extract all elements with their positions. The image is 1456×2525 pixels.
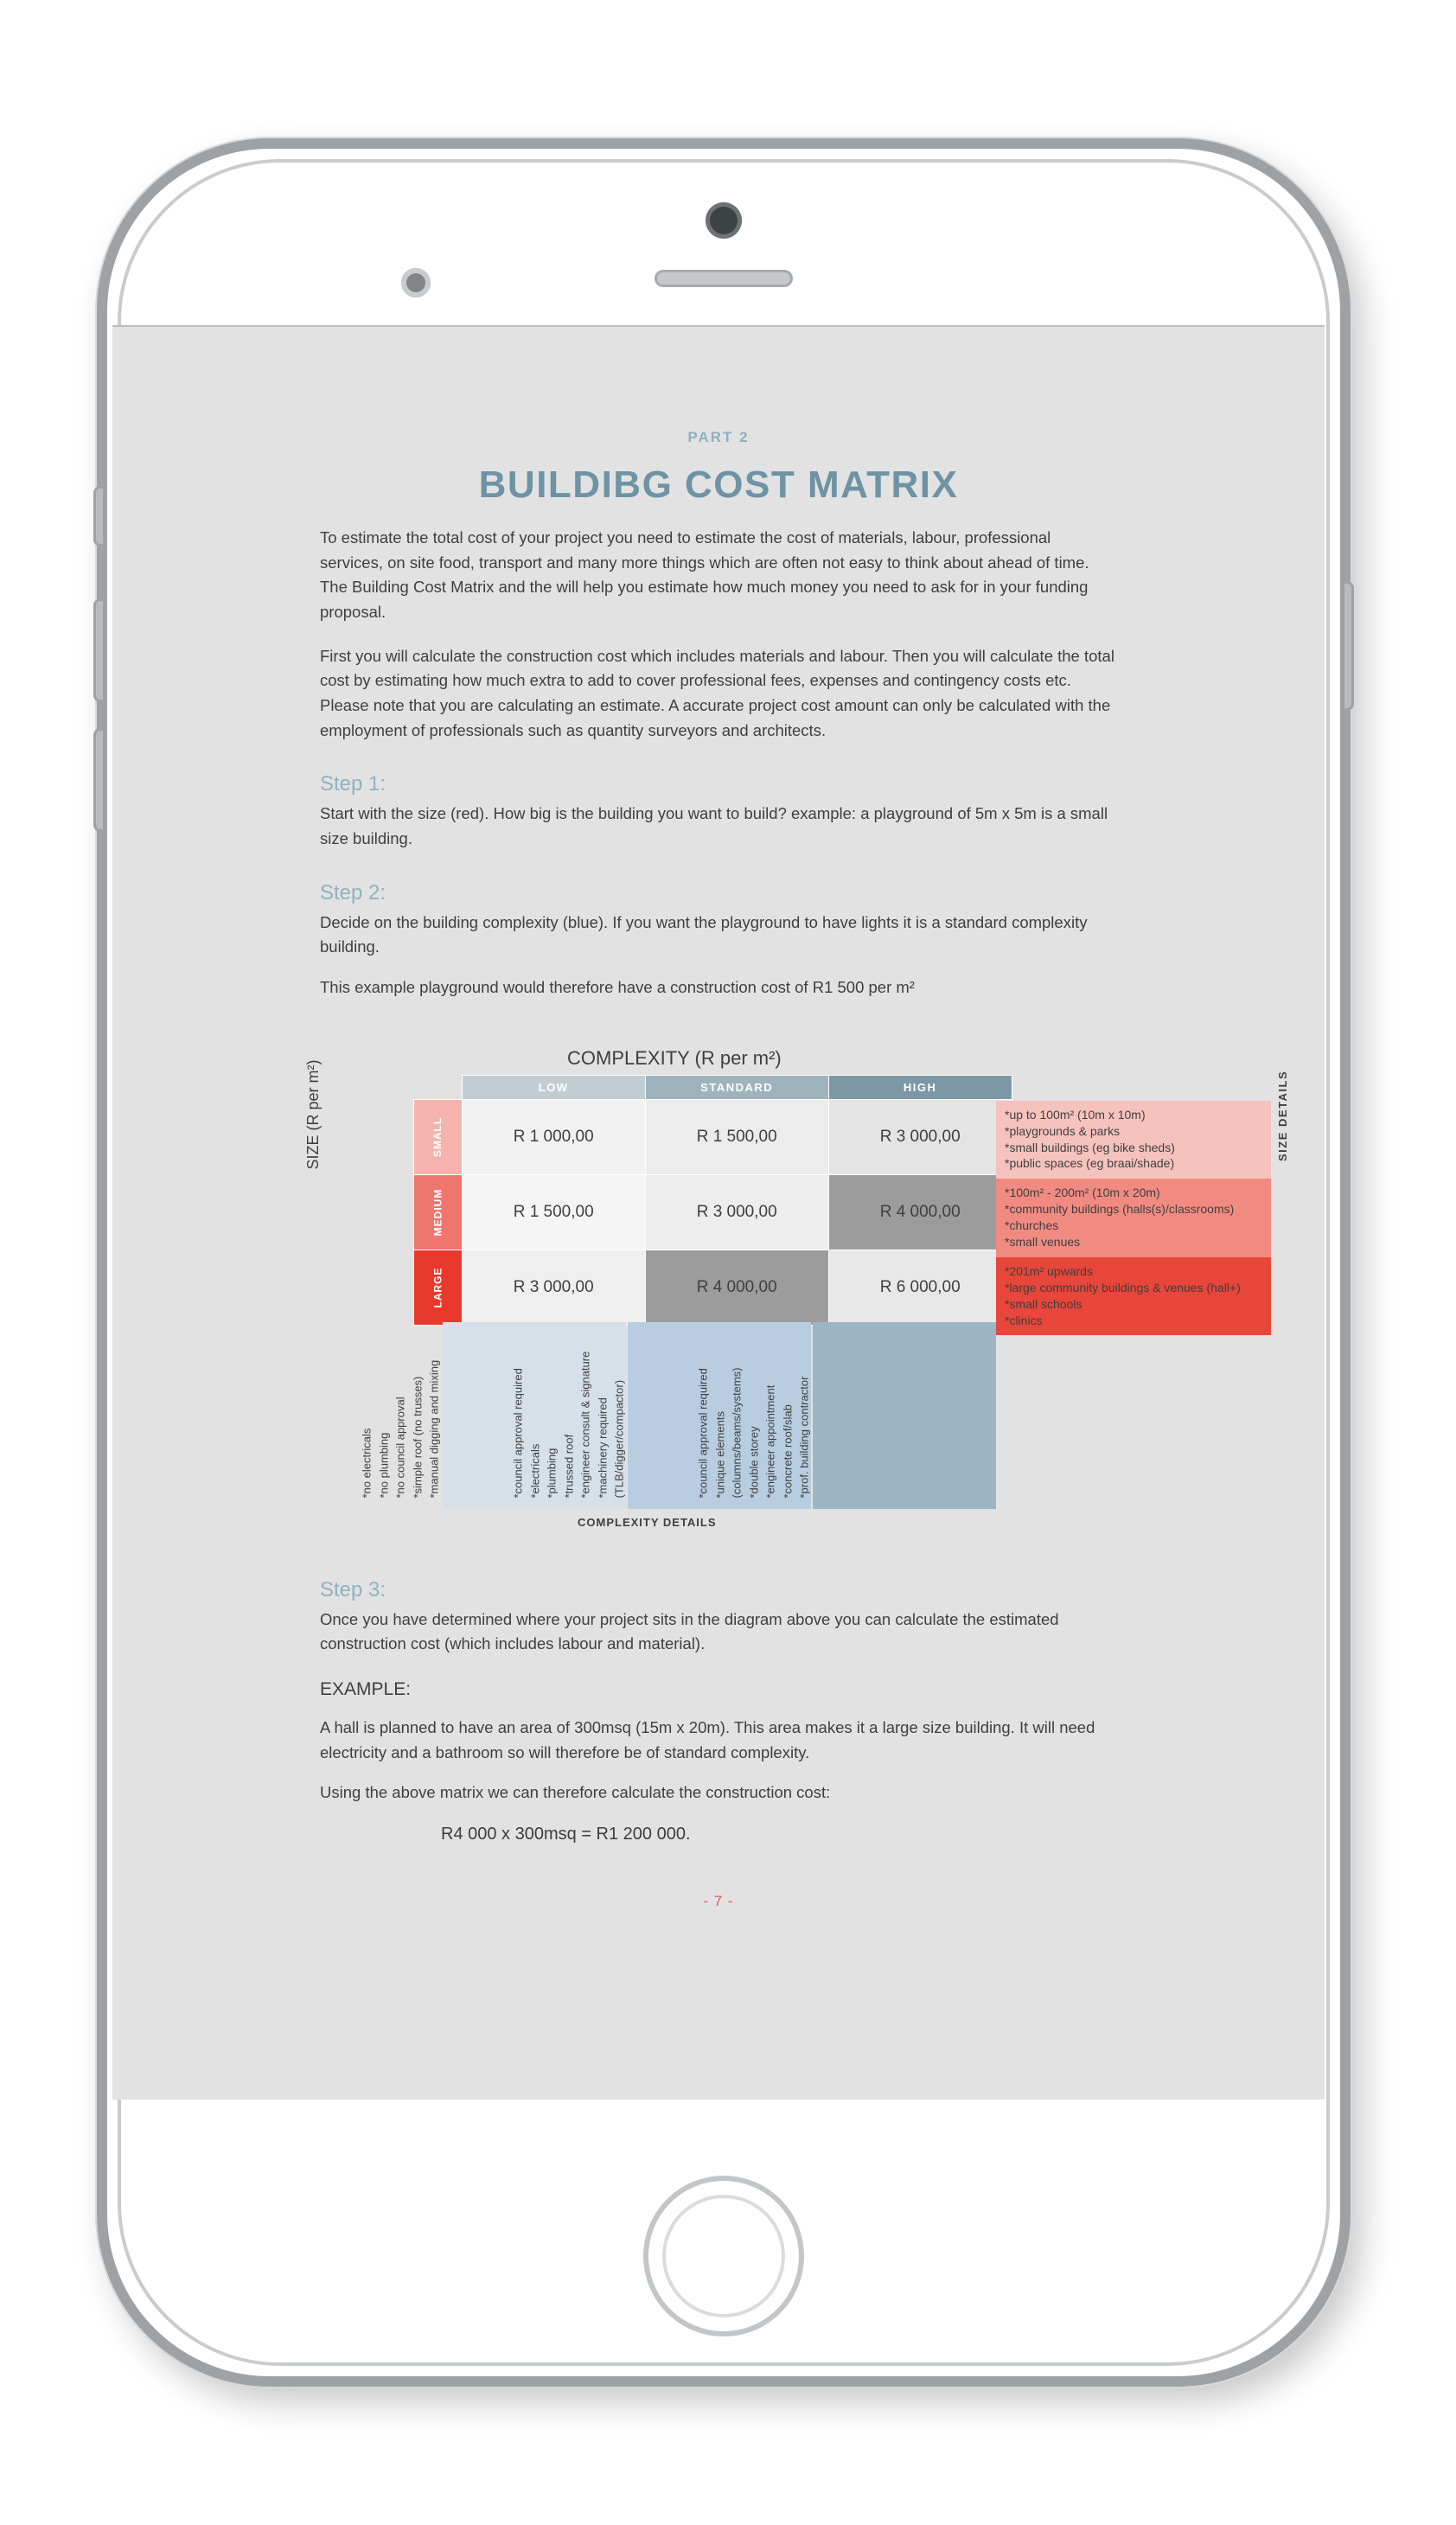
size-detail-line: *public spaces (eg braai/shade)	[1005, 1156, 1175, 1171]
step-1-body: Start with the size (red). How big is the building you want to build? example: a playground of 5m x 5m is a small size building.	[320, 804, 1108, 848]
step-2-heading: Step 2:	[320, 880, 386, 905]
row-header-small	[414, 1099, 463, 1174]
complexity-detail-line: *manual digging and mixing	[427, 1360, 441, 1499]
example-body: A hall is planned to have an area of 300msq (15m x 20m). This area makes it a large size building. It will need electricity and a bathroom so will therefore be of standard complexity.	[320, 1718, 1095, 1761]
size-detail-line: *small buildings (eg bike sheds)	[1005, 1140, 1175, 1154]
size-detail-medium	[996, 1179, 1271, 1257]
complexity-detail-line: (columns/beams/systems)	[730, 1367, 744, 1499]
complexity-detail-line: *trussed roof	[562, 1435, 575, 1499]
complexity-details-panel	[360, 1322, 996, 1509]
size-details-panel	[996, 1101, 1271, 1336]
size-detail-line: *large community buildings & venues (hall+)	[1005, 1280, 1241, 1294]
cell-small-high: R 3 000,00	[828, 1099, 1012, 1174]
cell-medium-low: R 1 500,00	[462, 1174, 645, 1250]
volume-down-button[interactable]	[93, 728, 105, 832]
example-label: EXAMPLE:	[320, 1679, 412, 1700]
part-label: PART 2	[687, 429, 750, 445]
size-detail-line: *small venues	[1005, 1234, 1081, 1249]
home-button[interactable]	[643, 2176, 804, 2336]
table-row	[414, 1099, 1012, 1174]
complexity-detail-line: *prof. building contractor	[797, 1376, 811, 1499]
size-detail-line: *up to 100m² (10m x 10m)	[1005, 1107, 1146, 1122]
row-header-medium	[414, 1174, 463, 1250]
size-detail-large	[996, 1257, 1271, 1336]
page-number: - 7 -	[703, 1893, 734, 1910]
complexity-detail-line: *unique elements	[713, 1411, 726, 1499]
earpiece-speaker	[655, 270, 793, 287]
row-header-large-label: LARGE	[431, 1267, 444, 1308]
using-matrix-line: Using the above matrix we can therefore calculate the construction cost:	[320, 1783, 831, 1802]
column-header-high: HIGH	[828, 1075, 1012, 1099]
step-3-body: Once you have determined where your project sits in the diagram above you can calculate the estimated construction cost (which includes labour and material).	[320, 1609, 1059, 1653]
size-detail-small	[996, 1101, 1271, 1179]
cell-medium-standard: R 3 000,00	[645, 1174, 828, 1250]
size-detail-line: *churches	[1005, 1218, 1059, 1233]
size-detail-line: *clinics	[1005, 1313, 1043, 1327]
size-axis-title: SIZE (R per m²)	[304, 1059, 322, 1170]
front-sensor-icon	[401, 268, 431, 297]
step-1-heading: Step 1:	[320, 772, 386, 796]
size-detail-line: *playgrounds & parks	[1005, 1123, 1121, 1138]
size-detail-line: *201m² upwards	[1005, 1263, 1093, 1278]
matrix-grid	[413, 1075, 1012, 1326]
complexity-detail-high	[696, 1322, 996, 1509]
cell-large-low: R 3 000,00	[462, 1250, 645, 1325]
complexity-detail-line: *no plumbing	[377, 1432, 390, 1499]
cell-small-low: R 1 000,00	[462, 1099, 645, 1174]
column-header-low: LOW	[462, 1075, 645, 1099]
complexity-detail-line: *machinery required	[596, 1397, 609, 1499]
complexity-detail-line: *council approval required	[696, 1368, 710, 1499]
phone-screen[interactable]	[112, 325, 1325, 2100]
complexity-detail-line: *plumbing	[545, 1448, 559, 1499]
camera-icon	[706, 202, 742, 239]
building-cost-matrix	[304, 1046, 1289, 1549]
complexity-details-label: COMPLEXITY DETAILS	[578, 1515, 717, 1529]
step-3-heading: Step 3:	[320, 1577, 386, 1601]
complexity-detail-line: *council approval required	[511, 1368, 525, 1499]
mute-switch[interactable]	[93, 486, 105, 547]
document-page	[112, 429, 1325, 2100]
step-2-note: This example playground would therefore have a construction cost of R1 500 per m²	[320, 978, 915, 997]
size-detail-line: *100m² - 200m² (10m x 20m)	[1005, 1186, 1160, 1200]
matrix-corner	[414, 1075, 463, 1099]
size-details-label: SIZE DETAILS	[1276, 1070, 1289, 1161]
size-detail-line: *small schools	[1005, 1296, 1082, 1311]
calculation-line: R4 000 x 300msq = R1 200 000.	[441, 1825, 691, 1844]
complexity-detail-line: (TLB/digger/compactor)	[612, 1380, 626, 1499]
row-header-medium-label: MEDIUM	[431, 1188, 444, 1237]
table-row	[414, 1174, 1012, 1250]
complexity-axis-title: COMPLEXITY (R per m²)	[567, 1046, 782, 1069]
complexity-detail-line: *no council approval	[393, 1397, 407, 1499]
step-2-body: Decide on the building complexity (blue). If you want the playground to have lights it is a standard complexity building.	[320, 912, 1088, 956]
power-button[interactable]	[1342, 581, 1354, 711]
row-header-large	[414, 1250, 463, 1325]
complexity-detail-line: *engineer consult & signature	[578, 1351, 592, 1499]
column-header-standard: STANDARD	[645, 1075, 828, 1099]
table-row	[414, 1250, 1012, 1325]
cell-medium-high: R 4 000,00	[828, 1174, 1012, 1250]
complexity-detail-line: *electricals	[528, 1443, 541, 1499]
volume-up-button[interactable]	[93, 598, 105, 702]
phone-frame	[97, 138, 1351, 2387]
complexity-detail-line: *concrete roof/slab	[781, 1404, 794, 1499]
cell-large-high: R 6 000,00	[828, 1250, 1012, 1325]
complexity-detail-line: *simple roof (no trusses)	[411, 1376, 424, 1499]
intro-paragraph-1: To estimate the total cost of your project you need to estimate the cost of materials, labour, professional services, on site food, transport and many more things which are often not easy to think about ahead of time. The Building Cost Matrix and the will help you estimate how much money you need to ask for in your funding proposal.	[320, 528, 1089, 622]
complexity-detail-line: *no electricals	[360, 1428, 374, 1499]
intro-paragraph-2: First you will calculate the construction cost which includes materials and labour. Then you will calculate the total cost by estimating how much extra to add to cover professional fees, expenses and contingency costs etc. Please note that you are calculating an estimate. A accurate project cost amount can only be calculated with the employment of professionals such as quantity surveyors and architects.	[320, 646, 1114, 739]
cell-small-standard: R 1 500,00	[645, 1099, 828, 1174]
row-header-small-label: SMALL	[431, 1116, 444, 1157]
cell-large-standard: R 4 000,00	[645, 1250, 828, 1325]
size-detail-line: *community buildings (halls(s)/classrooms)	[1005, 1202, 1235, 1217]
complexity-detail-line: *double storey	[747, 1426, 760, 1499]
complexity-detail-line: *engineer appointment	[763, 1384, 777, 1499]
home-button-ring	[662, 2195, 785, 2317]
page-title: BUILDIBG COST MATRIX	[478, 463, 959, 506]
